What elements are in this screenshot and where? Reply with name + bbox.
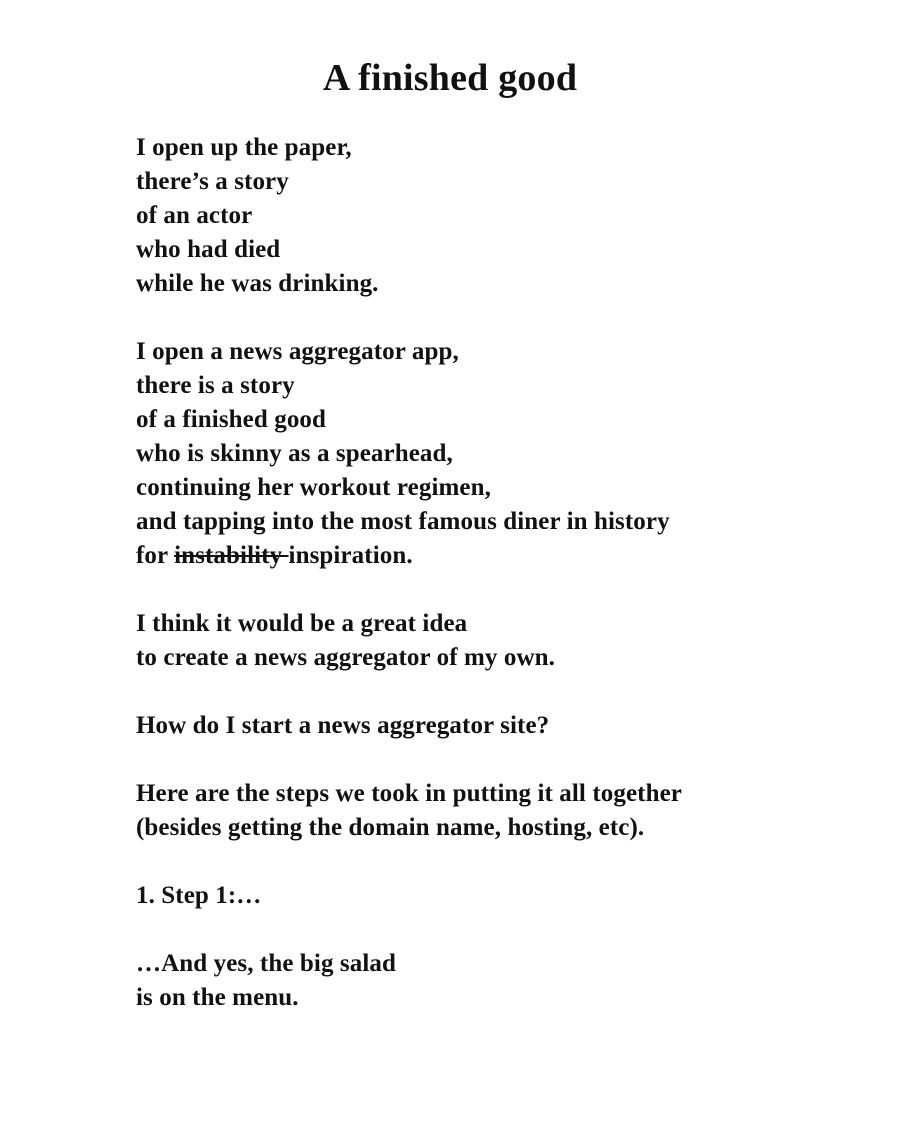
poem-line: there is a story (136, 372, 295, 399)
poem-line: there’s a story (136, 168, 289, 195)
poem-line: I think it would be a great idea (136, 610, 468, 637)
poem-line-with-strikethrough (136, 539, 856, 573)
poem-line: who had died (136, 236, 281, 263)
stanza-5 (136, 777, 856, 845)
poem-line: of an actor (136, 202, 253, 229)
stanza-7 (136, 947, 856, 1015)
poem-line: who is skinny as a spearhead, (136, 440, 453, 467)
poem-body (136, 131, 856, 1049)
stanza-3 (136, 607, 856, 675)
poem-line: (besides getting the domain name, hosting, etc). (136, 814, 645, 841)
poem-line: of a finished good (136, 406, 327, 433)
stanza-2 (136, 335, 856, 573)
line-prefix: for (136, 542, 175, 569)
stanza-1 (136, 131, 856, 301)
poem-line: I open a news aggregator app, (136, 338, 459, 365)
poem-line: Here are the steps we took in putting it all together (136, 780, 682, 807)
struck-word: instability (174, 542, 289, 569)
stanza-6 (136, 879, 856, 913)
poem-line: while he was drinking. (136, 270, 379, 297)
poem-line: …And yes, the big salad (136, 950, 396, 977)
poem-line: and tapping into the most famous diner in history (136, 508, 670, 535)
line-suffix: inspiration. (288, 542, 413, 569)
poem-line: continuing her workout regimen, (136, 474, 491, 501)
poem-line: How do I start a news aggregator site? (136, 712, 550, 739)
poem-line: I open up the paper, (136, 134, 352, 161)
stanza-4 (136, 709, 856, 743)
poem-line: to create a news aggregator of my own. (136, 644, 555, 671)
poem-title: A finished good (322, 57, 578, 99)
poem-line: is on the menu. (136, 984, 299, 1011)
poem-line: 1. Step 1:… (136, 882, 262, 909)
